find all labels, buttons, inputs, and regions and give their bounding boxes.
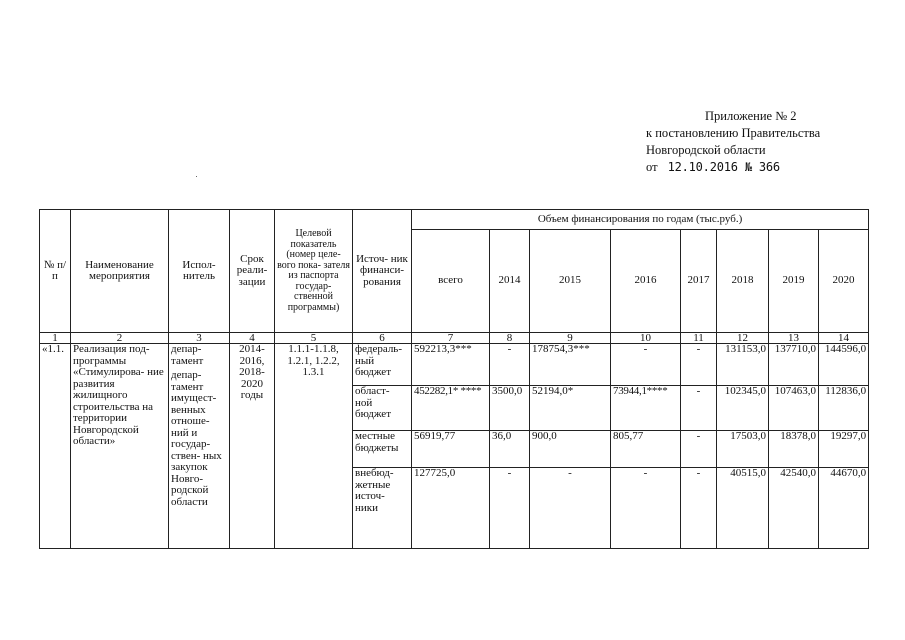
column-number: 2: [71, 333, 169, 344]
funding-value: -: [530, 468, 611, 549]
row-term: 2014- 2016, 2018- 2020 годы: [230, 344, 275, 549]
funding-value: -: [490, 468, 530, 549]
funding-value: 144596,0: [819, 344, 869, 386]
column-number-row: [40, 333, 869, 344]
header-total: всего: [412, 230, 490, 333]
appendix-region-line: Новгородской области: [646, 143, 766, 157]
row-num: «1.1.: [40, 344, 71, 549]
funding-value: 52194,0*: [530, 386, 611, 431]
funding-value: 19297,0: [819, 431, 869, 468]
funding-value: -: [490, 344, 530, 386]
funding-value: 3500,0: [490, 386, 530, 431]
header-year: 2014: [490, 230, 530, 333]
funding-value: 44670,0: [819, 468, 869, 549]
header-funding-group: Объем финансирования по годам (тыс.руб.): [412, 210, 869, 230]
header-term: Срок реали- зации: [230, 210, 275, 333]
appendix-date-line: [646, 159, 896, 176]
table-row: [40, 344, 869, 386]
funding-value: 900,0: [530, 431, 611, 468]
column-number: 9: [530, 333, 611, 344]
column-number: 11: [681, 333, 717, 344]
funding-value: 18378,0: [769, 431, 819, 468]
row-name: Реализация под- программы «Стимулирова- ние развития жилищного строительства на территории Новгородской области»: [71, 344, 169, 549]
funding-total: 452282,1* ****: [412, 386, 490, 431]
funding-value: 42540,0: [769, 468, 819, 549]
funding-value: 131153,0: [717, 344, 769, 386]
funding-source: внебюд- жетные источ- ники: [353, 468, 412, 549]
funding-total: 56919,77: [412, 431, 490, 468]
funding-value: 73944,1****: [611, 386, 681, 431]
funding-value: 107463,0: [769, 386, 819, 431]
funding-value: -: [681, 386, 717, 431]
funding-value: 40515,0: [717, 468, 769, 549]
executor-primary: депар- тамент: [171, 343, 204, 367]
date-prefix: от: [646, 160, 658, 174]
funding-value: -: [681, 468, 717, 549]
funding-total: 127725,0: [412, 468, 490, 549]
funding-source: област- ной бюджет: [353, 386, 412, 431]
funding-value: -: [611, 344, 681, 386]
funding-value: 178754,3***: [530, 344, 611, 386]
appendix-resolution-line: к постановлению Правительства: [646, 126, 821, 140]
header-executor: Испол- нитель: [169, 210, 230, 333]
header-target: Целевой показатель (номер целе- вого пока- зателя из паспорта государ- ственной программы): [275, 210, 353, 333]
header-year: 2019: [769, 230, 819, 333]
funding-value: 137710,0: [769, 344, 819, 386]
funding-total: 592213,3***: [412, 344, 490, 386]
column-number: 12: [717, 333, 769, 344]
funding-value: 17503,0: [717, 431, 769, 468]
funding-value: 36,0: [490, 431, 530, 468]
funding-value: -: [681, 344, 717, 386]
funding-value: -: [611, 468, 681, 549]
header-num: № п/п: [40, 210, 71, 333]
header-year: 2016: [611, 230, 681, 333]
date-stamp: 12.10.2016 № 366: [667, 160, 780, 174]
funding-source: федераль- ный бюджет: [353, 344, 412, 386]
row-executor: [169, 344, 230, 549]
column-number: 14: [819, 333, 869, 344]
column-number: 10: [611, 333, 681, 344]
funding-source: местные бюджеты: [353, 431, 412, 468]
scan-speck: [196, 176, 197, 177]
header-name: Наименование мероприятия: [71, 210, 169, 333]
header-year: 2017: [681, 230, 717, 333]
executor-secondary: депар- тамент имущест- венных отноше- ний и государ- ствен- ных закупок Новго- родской области: [171, 369, 222, 508]
column-number: 13: [769, 333, 819, 344]
appendix-header: [646, 108, 896, 176]
column-number: 8: [490, 333, 530, 344]
header-year: 2018: [717, 230, 769, 333]
funding-value: 805,77: [611, 431, 681, 468]
column-number: 1: [40, 333, 71, 344]
funding-value: 102345,0: [717, 386, 769, 431]
column-number: 7: [412, 333, 490, 344]
appendix-title: Приложение № 2: [705, 109, 797, 123]
funding-value: -: [681, 431, 717, 468]
column-number: 5: [275, 333, 353, 344]
header-year: 2015: [530, 230, 611, 333]
column-number: 3: [169, 333, 230, 344]
column-number: 4: [230, 333, 275, 344]
header-source: Источ- ник финанси- рования: [353, 210, 412, 333]
funding-table: [39, 209, 869, 549]
header-year: 2020: [819, 230, 869, 333]
column-number: 6: [353, 333, 412, 344]
row-target: 1.1.1-1.1.8, 1.2.1, 1.2.2, 1.3.1: [275, 344, 353, 549]
funding-value: 112836,0: [819, 386, 869, 431]
